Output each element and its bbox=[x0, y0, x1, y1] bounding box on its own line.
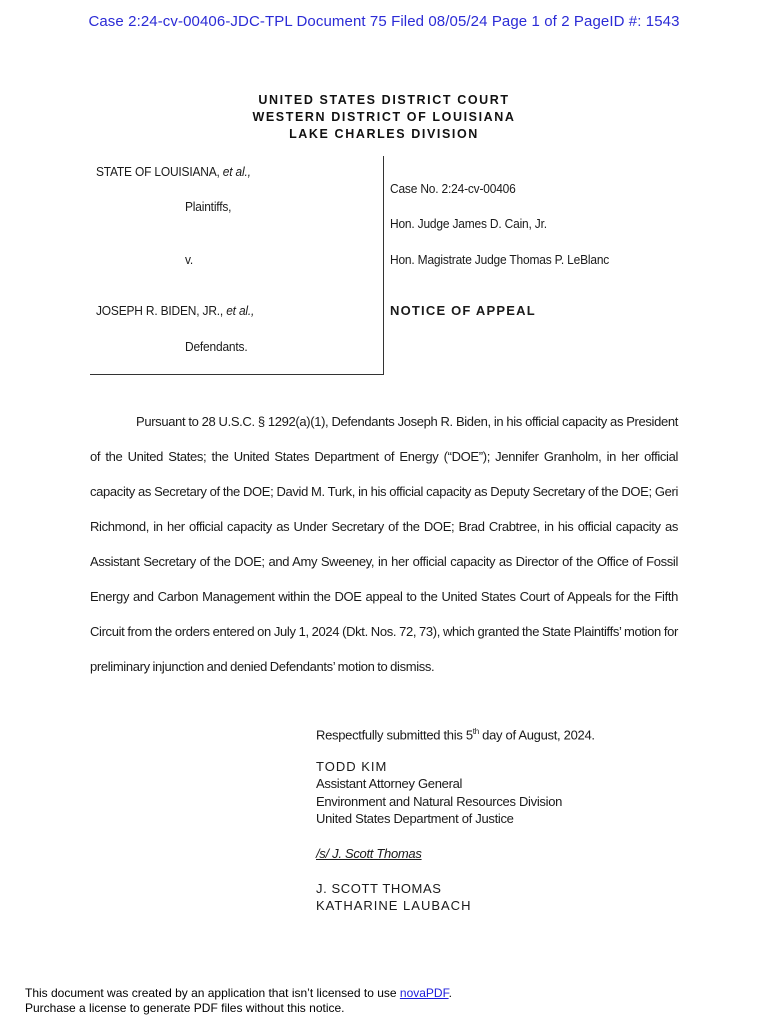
license-notice-suffix: . bbox=[448, 986, 452, 1000]
case-number: Case No. 2:24-cv-00406 bbox=[390, 181, 516, 196]
plaintiff-name-text: STATE OF LOUISIANA, bbox=[96, 164, 223, 179]
submitted-line bbox=[316, 723, 595, 744]
caption-divider-vertical bbox=[383, 156, 384, 375]
electronic-signature: /s/ J. Scott Thomas bbox=[316, 846, 422, 861]
body-paragraph bbox=[90, 404, 678, 684]
court-district: WESTERN DISTRICT OF LOUISIANA bbox=[252, 110, 516, 124]
judge-name: Hon. Judge James D. Cain, Jr. bbox=[390, 216, 547, 231]
attorney-name-2: KATHARINE LAUBACH bbox=[316, 898, 472, 913]
plaintiff-etal: et al., bbox=[222, 164, 251, 179]
defendant-etal: et al., bbox=[226, 303, 255, 318]
caption-divider-horizontal bbox=[90, 374, 384, 375]
case-stamp-header: Case 2:24-cv-00406-JDC-TPL Document 75 Filed 08/05/24 Page 1 of 2 PageID #: 1543 bbox=[88, 13, 680, 30]
signer-title: Assistant Attorney General bbox=[316, 776, 463, 791]
license-notice bbox=[25, 986, 452, 1016]
license-notice-prefix: This document was created by an application that isn’t licensed to use bbox=[25, 986, 400, 1000]
submitted-suffix: day of August, 2024. bbox=[478, 727, 595, 743]
body-paragraph-text: Pursuant to 28 U.S.C. § 1292(a)(1), Defendants Joseph R. Biden, in his official capacity as President of the United States; the United States Department of Energy (“DOE”); Jennifer Granholm, in her official capacity as Secretary of the DOE; David M. Turk, in his official capacity as Deputy Secretary of the DOE; Geri Richmond, in her official capacity as Under Secretary of the DOE; Brad Crabtree, in his official capacity as Assistant Secretary of the DOE; and Amy Sweeney, in her official capacity as Director of the Office of Fossil Energy and Carbon Management within the DOE appeal to the United States Court of Appeals for the Fifth Circuit from the orders entered on July 1, 2024 (Dkt. Nos. 72, 73), which granted the State Plaintiffs’ motion for preliminary injunction and denied Defendants’ motion to dismiss. bbox=[90, 414, 678, 674]
submitted-sup: th bbox=[472, 727, 479, 736]
plaintiff-name bbox=[96, 164, 251, 179]
court-division: LAKE CHARLES DIVISION bbox=[289, 127, 479, 141]
document-title: NOTICE OF APPEAL bbox=[390, 303, 536, 318]
court-name: UNITED STATES DISTRICT COURT bbox=[258, 93, 510, 107]
defendant-role: Defendants. bbox=[185, 339, 248, 354]
defendant-name bbox=[96, 303, 254, 318]
plaintiff-role: Plaintiffs, bbox=[185, 199, 232, 214]
attorney-name-1: J. SCOTT THOMAS bbox=[316, 881, 442, 896]
defendant-name-text: JOSEPH R. BIDEN, JR., bbox=[96, 303, 227, 318]
novapdf-link[interactable]: novaPDF bbox=[399, 986, 449, 1000]
license-notice-line1 bbox=[25, 986, 452, 1001]
license-notice-line2: Purchase a license to generate PDF files without this notice. bbox=[25, 1001, 345, 1015]
signer-name: TODD KIM bbox=[316, 759, 388, 774]
magistrate-judge-name: Hon. Magistrate Judge Thomas P. LeBlanc bbox=[390, 252, 610, 267]
submitted-prefix: Respectfully submitted this 5 bbox=[316, 727, 473, 743]
signer-division: Environment and Natural Resources Division bbox=[316, 794, 563, 809]
signer-department: United States Department of Justice bbox=[316, 811, 514, 826]
versus: v. bbox=[185, 252, 194, 267]
